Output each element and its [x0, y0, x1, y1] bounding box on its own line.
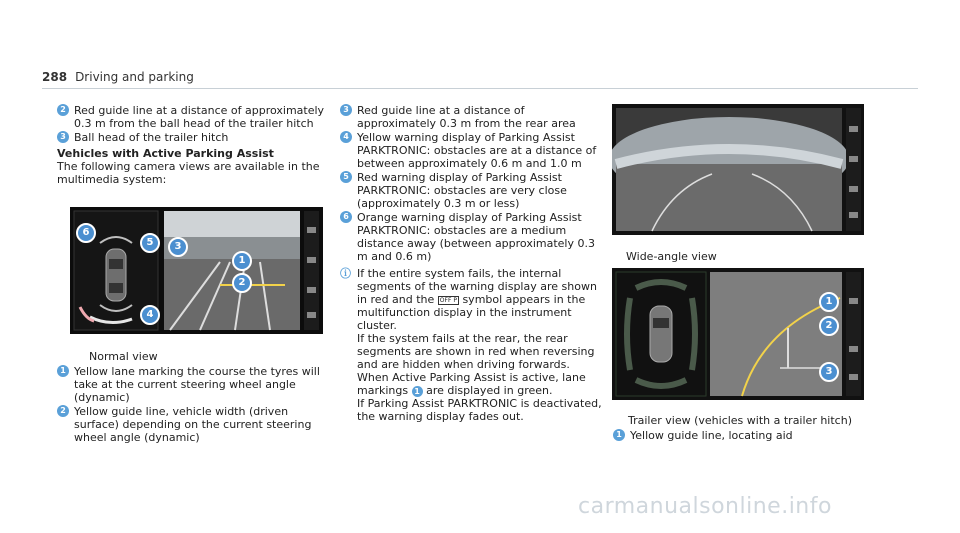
callout-4: 4	[140, 305, 160, 325]
column-1	[57, 104, 327, 186]
list-item: 3 Red guide line at a distance of approximately 0.3 m from the rear area	[340, 104, 602, 130]
list-item: 1 Yellow guide line, locating aid	[613, 429, 893, 442]
intro-text: The following camera views are available in the multimedia system:	[57, 160, 320, 186]
callout-3: 3	[168, 237, 188, 257]
list-item: 5 Red warning display of Parking Assist PARKTRONIC: obstacles are very close (approximately 0.3 m or less)	[340, 171, 602, 210]
column-1-lower	[57, 350, 327, 445]
list-item: 2 Yellow guide line, vehicle width (driven surface) depending on the current steering wheel angle (dynamic)	[57, 405, 327, 444]
section-title: Driving and parking	[75, 70, 194, 84]
callout-2: 2	[819, 316, 839, 336]
caption-trailer-view: Trailer view (vehicles with a trailer hitch)	[628, 414, 852, 427]
watermark: carmanualsonline.info	[578, 494, 832, 519]
column-3-lower	[613, 414, 893, 443]
callout-2: 2	[232, 273, 252, 293]
list-item: 4 Yellow warning display of Parking Assist PARKTRONIC: obstacles are at a distance of between approximately 0.6 m and 1.0 m	[340, 131, 602, 170]
list-item: 6 Orange warning display of Parking Assist PARKTRONIC: obstacles are a medium distance away (between approximately 0.3 m and 0.6 m)	[340, 211, 602, 263]
wide-angle-view-image	[612, 104, 864, 235]
callout-5: 5	[140, 233, 160, 253]
callout-1: 1	[819, 292, 839, 312]
callout-3: 3	[819, 362, 839, 382]
info-note: ⓘ If the entire system fails, the internal segments of the warning display are shown in red and the OFF P symbol appears in the multifunction display in the instrument cluster. If the system fails at the rear, the rear segments are shown in red when reversing and are hidden when driving forwards. When Active Parking Assist is active, lane markings 1 are displayed in green. If Parking Assist PARKTRONIC is deactivated, the warning display fades out.	[340, 267, 602, 423]
normal-view-image	[70, 207, 323, 334]
subheading: Vehicles with Active Parking Assist	[57, 147, 274, 160]
list-item: 2 Red guide line at a distance of approximately 0.3 m from the ball head of the trailer hitch	[57, 104, 327, 130]
header-rule	[42, 88, 918, 89]
list-item: 1 Yellow lane marking the course the tyres will take at the current steering wheel angle (dynamic)	[57, 365, 327, 404]
caption-normal-view: Normal view	[89, 350, 158, 363]
info-icon: ⓘ	[340, 267, 351, 280]
callout-1: 1	[232, 251, 252, 271]
callout-6: 6	[76, 223, 96, 243]
column-2	[340, 104, 602, 424]
trailer-view-image	[612, 268, 864, 400]
parking-off-symbol-icon: OFF P	[439, 296, 457, 304]
page-header	[42, 70, 194, 84]
list-item: 3 Ball head of the trailer hitch	[57, 131, 327, 144]
page-number: 288	[42, 70, 68, 84]
caption-wide-angle-view: Wide-angle view	[626, 250, 717, 263]
